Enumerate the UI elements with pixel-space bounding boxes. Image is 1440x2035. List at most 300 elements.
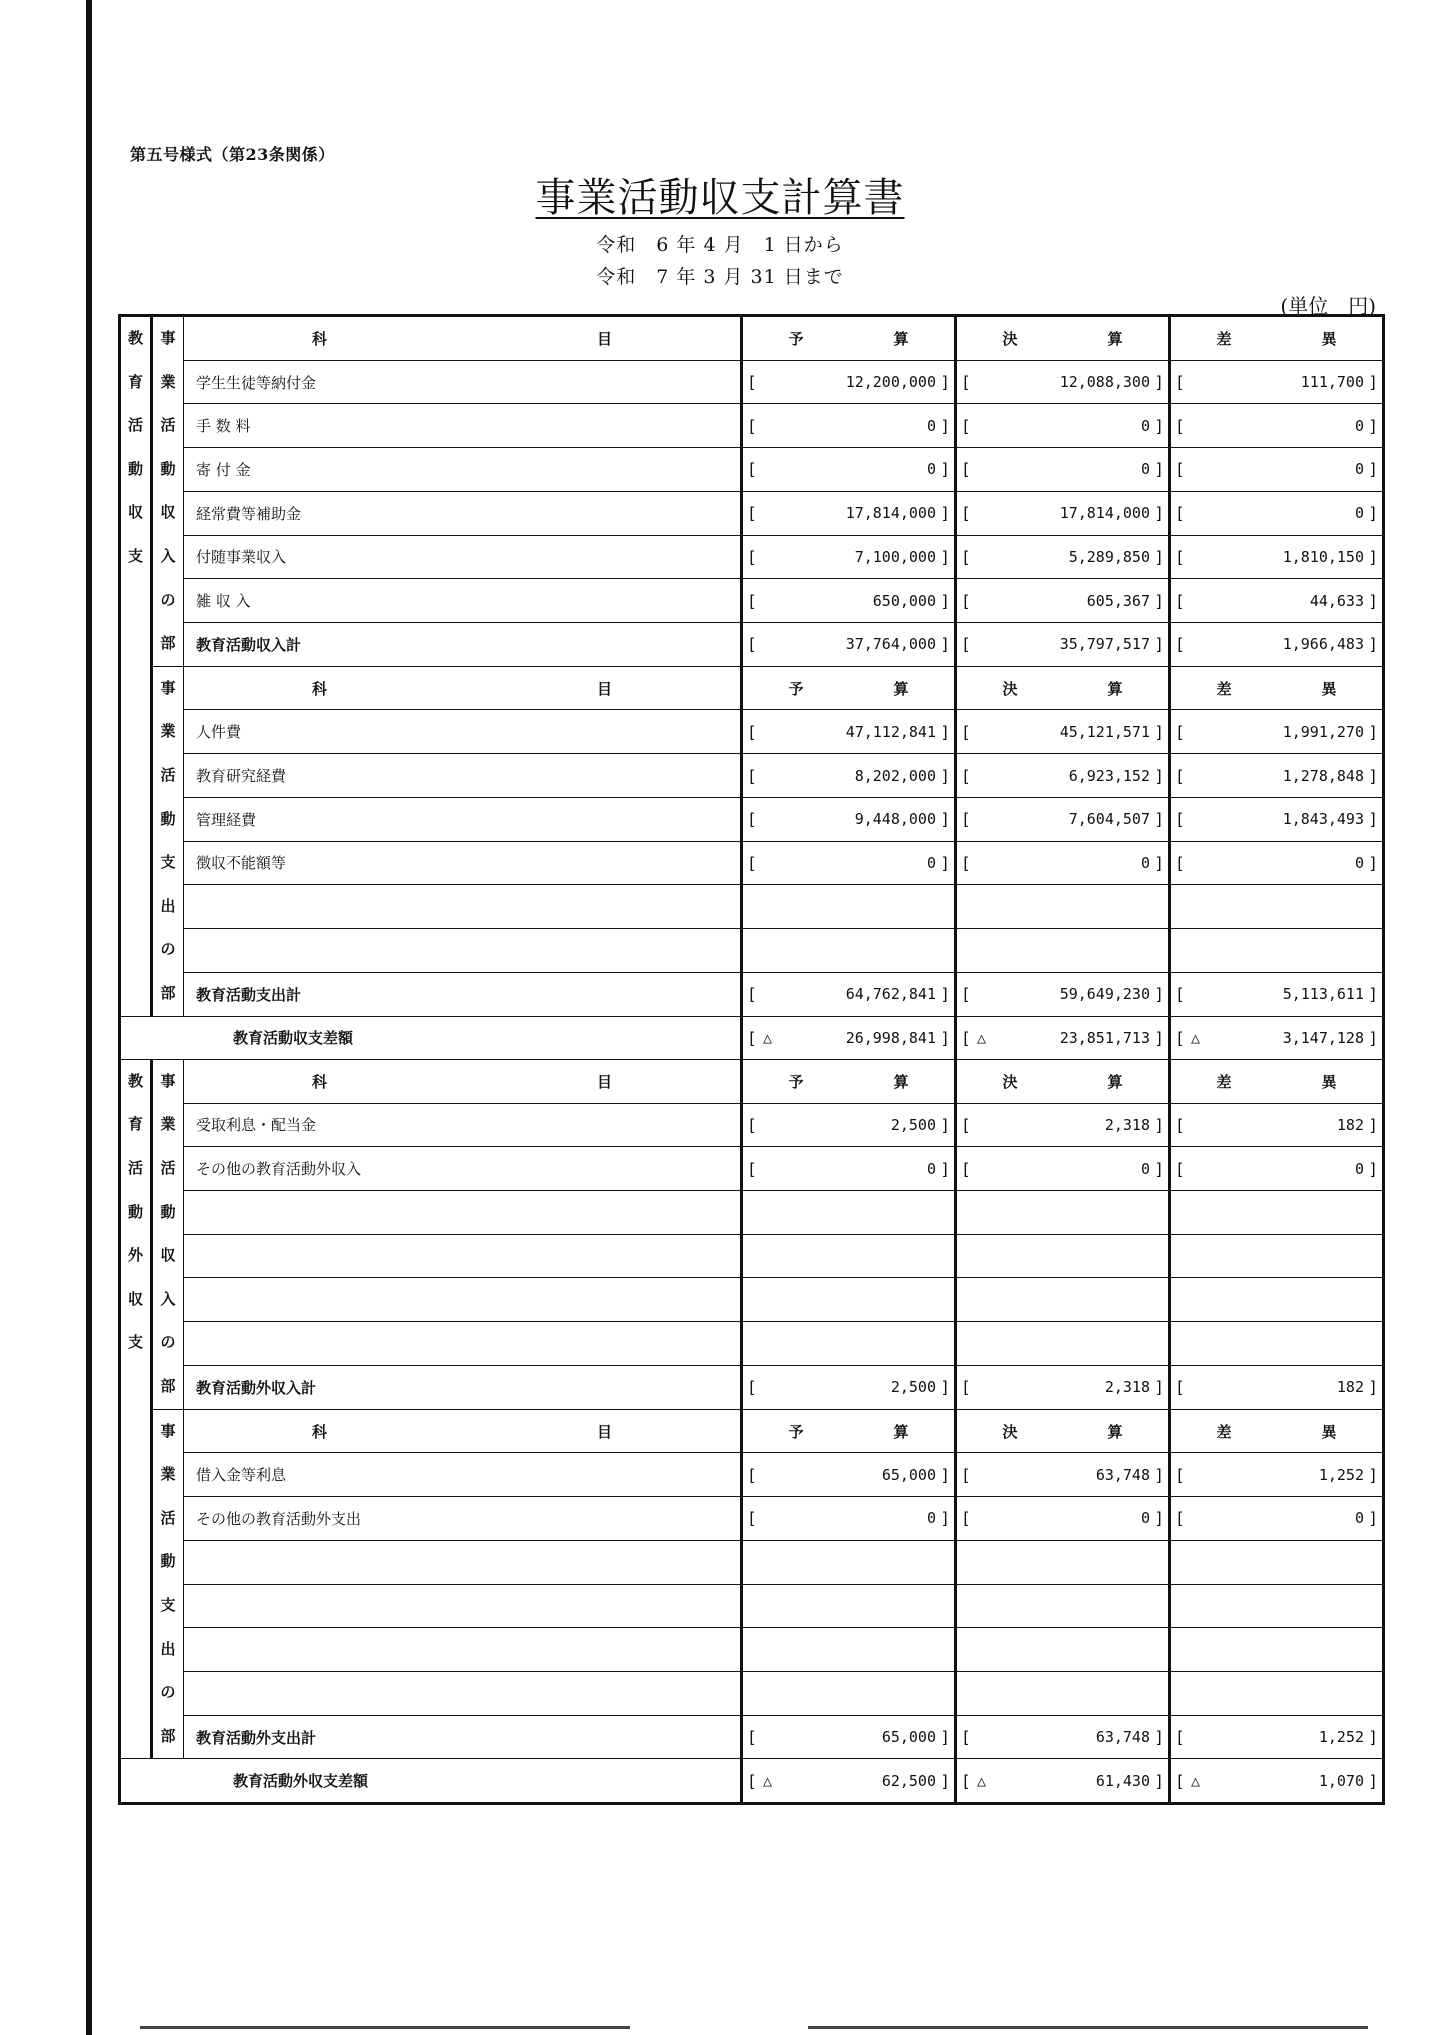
- section-label-non_educational-char: 支: [127, 1333, 143, 1352]
- subject-cell: 経常費等補助金: [184, 491, 742, 535]
- bracket-open: [: [961, 1727, 971, 1747]
- empty-cell: [1170, 1234, 1384, 1278]
- period-to: 令和 7 年 3 月 31 日まで: [596, 266, 844, 288]
- amount-value: 1,278,848: [1282, 766, 1364, 785]
- bracket-close: ]: [1368, 809, 1378, 829]
- section-label-educational-char: 活: [127, 416, 143, 435]
- amount-cell: [1170, 1759, 1384, 1803]
- header-char: 異: [1321, 329, 1337, 348]
- amount-cell: [1170, 404, 1384, 448]
- bracket-close: ]: [940, 372, 950, 392]
- empty-cell: [1170, 885, 1384, 929]
- empty-row: [120, 1234, 1384, 1278]
- bracket-open: [: [961, 766, 971, 786]
- header-char: 算: [1107, 679, 1123, 698]
- bracket-close: ]: [1154, 1727, 1164, 1747]
- empty-row: [120, 1671, 1384, 1715]
- bracket-close: ]: [1154, 809, 1164, 829]
- bracket-close: ]: [1368, 984, 1378, 1004]
- amount-cell: [1170, 1365, 1384, 1409]
- bracket-open: [: [1175, 1028, 1185, 1048]
- bracket-close: ]: [1368, 416, 1378, 436]
- amount-cell: [956, 1453, 1170, 1497]
- amount-cell: [742, 1759, 956, 1803]
- empty-cell: [956, 1278, 1170, 1322]
- bracket-open: [: [747, 634, 757, 654]
- amount-cell: [742, 1715, 956, 1759]
- bracket-open: [: [961, 853, 971, 873]
- empty-cell: [184, 1540, 742, 1584]
- bracket-open: [: [961, 1377, 971, 1397]
- bracket-open: [: [961, 809, 971, 829]
- amount-value: 1,810,150: [1282, 547, 1364, 566]
- bracket-open: [: [747, 372, 757, 392]
- side-label-income-char: 部: [160, 634, 176, 653]
- empty-row: [120, 1191, 1384, 1235]
- bracket-close: ]: [1154, 416, 1164, 436]
- bracket-close: ]: [1154, 722, 1164, 742]
- table-row: [120, 1103, 1384, 1147]
- header-char: 算: [893, 329, 909, 348]
- amount-cell: [1170, 754, 1384, 798]
- empty-cell: [742, 929, 956, 973]
- bracket-close: ]: [1154, 372, 1164, 392]
- negative-triangle: △: [763, 1028, 773, 1047]
- amount-value: 37,764,000: [845, 635, 936, 654]
- bracket-close: ]: [940, 809, 950, 829]
- scan-margin-line: [86, 0, 92, 2035]
- amount-value: 111,700: [1300, 373, 1364, 392]
- header-subject: [184, 1409, 742, 1453]
- amount-value: 63,748: [1095, 1728, 1150, 1747]
- side-label-expense-char: 業: [160, 722, 176, 741]
- bracket-open: [: [1175, 1465, 1185, 1485]
- amount-cell: [742, 448, 956, 492]
- table-row: [120, 710, 1384, 754]
- amount-value: 35,797,517: [1059, 635, 1150, 654]
- header-char: 異: [1321, 1422, 1337, 1441]
- empty-cell: [956, 929, 1170, 973]
- amount-value: 0: [1354, 1159, 1364, 1178]
- amount-value: 0: [1354, 853, 1364, 872]
- header-char: 予: [788, 1072, 804, 1091]
- bracket-open: [: [747, 1465, 757, 1485]
- section-label-non_educational-char: 動: [127, 1202, 143, 1221]
- amount-value: 182: [1336, 1378, 1364, 1397]
- header-diff: [1170, 316, 1384, 361]
- subject-cell: 学生生徒等納付金: [184, 360, 742, 404]
- subject-cell: その他の教育活動外収入: [184, 1147, 742, 1191]
- amount-value: 12,200,000: [845, 373, 936, 392]
- bracket-open: [: [1175, 766, 1185, 786]
- amount-cell: [1170, 1147, 1384, 1191]
- section-label-non_educational: [120, 1059, 152, 1759]
- amount-value: 45,121,571: [1059, 722, 1150, 741]
- amount-cell: [956, 404, 1170, 448]
- negative-triangle: △: [763, 1771, 773, 1790]
- side-label-income-char: 業: [160, 1115, 176, 1134]
- bracket-close: ]: [1154, 984, 1164, 1004]
- amount-value: 5,113,611: [1282, 985, 1364, 1004]
- amount-cell: [742, 710, 956, 754]
- amount-value: 0: [926, 460, 936, 479]
- amount-cell: [956, 360, 1170, 404]
- amount-cell: [742, 622, 956, 666]
- side-label-income: [152, 316, 184, 667]
- amount-cell: [956, 1497, 1170, 1541]
- amount-value: 63,748: [1095, 1465, 1150, 1484]
- amount-cell: [1170, 972, 1384, 1016]
- bracket-close: ]: [1368, 372, 1378, 392]
- bracket-close: ]: [940, 1377, 950, 1397]
- amount-cell: [956, 491, 1170, 535]
- bracket-open: [: [961, 1115, 971, 1135]
- amount-value: 6,923,152: [1068, 766, 1150, 785]
- amount-cell: [956, 710, 1170, 754]
- header-char: 科: [312, 329, 328, 348]
- empty-cell: [184, 1322, 742, 1366]
- amount-value: 65,000: [881, 1728, 936, 1747]
- amount-value: 1,070: [1318, 1771, 1364, 1790]
- empty-cell: [742, 1628, 956, 1672]
- amount-value: 0: [1354, 416, 1364, 435]
- table-row: [120, 797, 1384, 841]
- table-row: [120, 448, 1384, 492]
- amount-value: 12,088,300: [1059, 373, 1150, 392]
- bracket-close: ]: [940, 547, 950, 567]
- amount-value: 23,851,713: [1059, 1028, 1150, 1047]
- negative-triangle: △: [1191, 1771, 1201, 1790]
- side-label-expense-char: 活: [160, 765, 176, 784]
- header-char: 科: [312, 1422, 328, 1441]
- subject-cell: 教育活動収入計: [184, 622, 742, 666]
- subject-cell: 教育活動外収入計: [184, 1365, 742, 1409]
- negative-triangle: △: [977, 1771, 987, 1790]
- subject-cell: 人件費: [184, 710, 742, 754]
- bracket-close: ]: [940, 591, 950, 611]
- empty-cell: [184, 1234, 742, 1278]
- header-char: 予: [788, 329, 804, 348]
- amount-cell: [956, 841, 1170, 885]
- bracket-open: [: [747, 1115, 757, 1135]
- amount-value: 64,762,841: [845, 985, 936, 1004]
- amount-value: 47,112,841: [845, 722, 936, 741]
- amount-cell: [956, 579, 1170, 623]
- header-char: 算: [1107, 1072, 1123, 1091]
- amount-cell: [742, 754, 956, 798]
- subject-cell: 付随事業収入: [184, 535, 742, 579]
- bracket-close: ]: [1154, 634, 1164, 654]
- bracket-open: [: [1175, 1159, 1185, 1179]
- bracket-close: ]: [1368, 1115, 1378, 1135]
- amount-cell: [956, 1016, 1170, 1059]
- amount-value: 5,289,850: [1068, 547, 1150, 566]
- empty-cell: [184, 885, 742, 929]
- form-number: 第五号様式（第23条関係）: [130, 145, 335, 164]
- bracket-close: ]: [1368, 459, 1378, 479]
- header-char: 目: [596, 329, 612, 348]
- empty-cell: [1170, 1278, 1384, 1322]
- header-actual: [956, 316, 1170, 361]
- negative-triangle: △: [977, 1028, 987, 1047]
- side-label-income-char: の: [160, 590, 176, 609]
- side-label-expense-char: 出: [160, 896, 176, 915]
- empty-cell: [956, 1234, 1170, 1278]
- bracket-open: [: [961, 547, 971, 567]
- amount-cell: [956, 972, 1170, 1016]
- bracket-open: [: [1175, 372, 1185, 392]
- bracket-open: [: [1175, 503, 1185, 523]
- side-label-income-char: 業: [160, 372, 176, 391]
- table-row: [120, 535, 1384, 579]
- bracket-close: ]: [1154, 1028, 1164, 1048]
- header-char: 算: [893, 1422, 909, 1441]
- amount-value: 2,318: [1104, 1115, 1150, 1134]
- side-label-income-char: 事: [160, 329, 176, 347]
- amount-value: 1,252: [1318, 1465, 1364, 1484]
- amount-value: 62,500: [881, 1771, 936, 1790]
- amount-value: 0: [1140, 1159, 1150, 1178]
- empty-cell: [956, 1584, 1170, 1628]
- amount-cell: [742, 579, 956, 623]
- bracket-close: ]: [1368, 722, 1378, 742]
- header-char: 差: [1216, 1072, 1232, 1091]
- bracket-close: ]: [940, 853, 950, 873]
- bracket-close: ]: [940, 459, 950, 479]
- empty-cell: [956, 1540, 1170, 1584]
- bracket-open: [: [961, 1771, 971, 1791]
- header-char: 算: [893, 1072, 909, 1091]
- section-label-non_educational-char: 活: [127, 1159, 143, 1178]
- empty-cell: [1170, 929, 1384, 973]
- bracket-open: [: [1175, 547, 1185, 567]
- empty-cell: [742, 1584, 956, 1628]
- header-char: 差: [1216, 1422, 1232, 1441]
- bracket-close: ]: [1154, 503, 1164, 523]
- amount-value: 26,998,841: [845, 1028, 936, 1047]
- empty-cell: [742, 1322, 956, 1366]
- bracket-close: ]: [1368, 1465, 1378, 1485]
- side-label-income-char: 事: [160, 1071, 176, 1090]
- table-row: [120, 1453, 1384, 1497]
- bracket-open: [: [747, 984, 757, 1004]
- empty-cell: [1170, 1671, 1384, 1715]
- header-char: 目: [596, 1422, 612, 1441]
- side-label-expense-char: の: [160, 940, 176, 959]
- bracket-open: [: [961, 1465, 971, 1485]
- amount-cell: [1170, 1715, 1384, 1759]
- amount-cell: [1170, 579, 1384, 623]
- scan-bottom-line: [140, 2026, 630, 2029]
- negative-triangle: △: [1191, 1028, 1201, 1047]
- section-label-educational: [120, 316, 152, 1017]
- amount-cell: [742, 1365, 956, 1409]
- bracket-open: [: [747, 547, 757, 567]
- balance-row: [120, 1016, 1384, 1059]
- bracket-open: [: [961, 722, 971, 742]
- amount-value: 59,649,230: [1059, 985, 1150, 1004]
- bracket-close: ]: [1368, 503, 1378, 523]
- amount-value: 2,500: [890, 1115, 936, 1134]
- empty-cell: [956, 1191, 1170, 1235]
- balance-subject: 教育活動収支差額: [120, 1016, 742, 1059]
- bracket-close: ]: [940, 1115, 950, 1135]
- amount-value: 1,843,493: [1282, 810, 1364, 829]
- header-actual: [956, 666, 1170, 710]
- header-char: 算: [893, 679, 909, 698]
- amount-value: 8,202,000: [854, 766, 936, 785]
- header-char: 目: [596, 679, 612, 698]
- amount-value: 1,991,270: [1282, 722, 1364, 741]
- amount-cell: [956, 622, 1170, 666]
- subject-cell: 雑 収 入: [184, 579, 742, 623]
- table-row: [120, 1497, 1384, 1541]
- amount-cell: [1170, 535, 1384, 579]
- bracket-open: [: [1175, 1508, 1185, 1528]
- header-char: 予: [788, 1422, 804, 1441]
- amount-value: 0: [1140, 460, 1150, 479]
- amount-value: 7,100,000: [854, 547, 936, 566]
- bracket-close: ]: [1368, 1377, 1378, 1397]
- subject-cell: 徴収不能額等: [184, 841, 742, 885]
- header-char: 科: [312, 679, 328, 698]
- empty-cell: [184, 929, 742, 973]
- empty-cell: [742, 1234, 956, 1278]
- section-label-non_educational-char: 収: [127, 1289, 143, 1308]
- empty-cell: [956, 1628, 1170, 1672]
- amount-cell: [1170, 841, 1384, 885]
- amount-cell: [956, 1147, 1170, 1191]
- bracket-close: ]: [1154, 1115, 1164, 1135]
- bracket-open: [: [1175, 459, 1185, 479]
- section-label-educational-char: 収: [127, 503, 143, 522]
- header-actual: [956, 1059, 1170, 1103]
- bracket-open: [: [747, 459, 757, 479]
- side-label-expense: [152, 1409, 184, 1759]
- side-label-income-char: の: [160, 1333, 176, 1352]
- bracket-open: [: [961, 372, 971, 392]
- amount-cell: [742, 1453, 956, 1497]
- header-char: 差: [1216, 329, 1232, 348]
- empty-cell: [742, 1191, 956, 1235]
- side-label-income: [152, 1059, 184, 1409]
- bracket-close: ]: [940, 984, 950, 1004]
- bracket-close: ]: [1368, 1727, 1378, 1747]
- bracket-open: [: [1175, 809, 1185, 829]
- header-diff: [1170, 666, 1384, 710]
- empty-cell: [956, 1671, 1170, 1715]
- amount-value: 182: [1336, 1115, 1364, 1134]
- amount-value: 2,500: [890, 1378, 936, 1397]
- bracket-open: [: [961, 634, 971, 654]
- empty-row: [120, 929, 1384, 973]
- bracket-open: [: [747, 766, 757, 786]
- bracket-open: [: [747, 853, 757, 873]
- bracket-open: [: [1175, 416, 1185, 436]
- bracket-close: ]: [1368, 1028, 1378, 1048]
- side-label-expense-char: 動: [160, 809, 176, 828]
- bracket-open: [: [747, 503, 757, 523]
- amount-cell: [956, 1715, 1170, 1759]
- bracket-open: [: [1175, 853, 1185, 873]
- empty-cell: [184, 1278, 742, 1322]
- bracket-open: [: [747, 591, 757, 611]
- amount-value: 7,604,507: [1068, 810, 1150, 829]
- bracket-open: [: [1175, 1115, 1185, 1135]
- empty-cell: [742, 885, 956, 929]
- amount-value: 0: [1140, 853, 1150, 872]
- subject-cell: 教育活動支出計: [184, 972, 742, 1016]
- amount-cell: [1170, 360, 1384, 404]
- bracket-open: [: [747, 809, 757, 829]
- bracket-open: [: [747, 416, 757, 436]
- table-row: [120, 754, 1384, 798]
- header-char: 決: [1002, 329, 1018, 348]
- side-label-income-char: 入: [160, 546, 176, 565]
- amount-value: 0: [926, 853, 936, 872]
- section-label-non_educational-char: 育: [127, 1115, 143, 1134]
- table-row: [120, 491, 1384, 535]
- side-label-expense-char: 支: [160, 853, 176, 872]
- amount-cell: [956, 1103, 1170, 1147]
- bracket-open: [: [747, 1727, 757, 1747]
- bracket-close: ]: [1154, 1771, 1164, 1791]
- bracket-open: [: [1175, 634, 1185, 654]
- empty-cell: [184, 1584, 742, 1628]
- side-label-expense-char: 出: [160, 1639, 176, 1658]
- amount-cell: [956, 1365, 1170, 1409]
- empty-cell: [956, 885, 1170, 929]
- table-row: [120, 841, 1384, 885]
- amount-cell: [1170, 710, 1384, 754]
- empty-cell: [1170, 1322, 1384, 1366]
- subject-cell: 借入金等利息: [184, 1453, 742, 1497]
- side-label-expense: [152, 666, 184, 1016]
- amount-value: 650,000: [872, 591, 936, 610]
- header-char: 異: [1321, 679, 1337, 698]
- bracket-close: ]: [1368, 1159, 1378, 1179]
- side-label-expense-char: 部: [160, 983, 176, 1002]
- subject-cell: 受取利息・配当金: [184, 1103, 742, 1147]
- side-label-income-char: 動: [160, 1202, 176, 1221]
- balance-subject: 教育活動外収支差額: [120, 1759, 742, 1803]
- bracket-open: [: [747, 1377, 757, 1397]
- empty-cell: [742, 1671, 956, 1715]
- amount-value: 17,814,000: [845, 504, 936, 523]
- bracket-open: [: [1175, 984, 1185, 1004]
- section-label-non_educational-char: 外: [127, 1246, 143, 1265]
- section-label-educational-char: 育: [127, 372, 143, 391]
- amount-value: 0: [1354, 504, 1364, 523]
- amount-cell: [1170, 491, 1384, 535]
- bracket-open: [: [1175, 591, 1185, 611]
- bracket-open: [: [961, 1508, 971, 1528]
- empty-row: [120, 1628, 1384, 1672]
- period-from: 令和 6 年 4 月 1 日から: [596, 234, 844, 256]
- subject-cell: 寄 付 金: [184, 448, 742, 492]
- amount-cell: [742, 491, 956, 535]
- bracket-close: ]: [940, 1508, 950, 1528]
- amount-value: 0: [1140, 1509, 1150, 1528]
- empty-cell: [184, 1628, 742, 1672]
- amount-value: 0: [926, 416, 936, 435]
- section-label-educational-char: 支: [127, 546, 143, 565]
- amount-value: 3,147,128: [1282, 1028, 1364, 1047]
- bracket-open: [: [747, 722, 757, 742]
- header-budget: [742, 1059, 956, 1103]
- bracket-open: [: [747, 1028, 757, 1048]
- total-row: [120, 622, 1384, 666]
